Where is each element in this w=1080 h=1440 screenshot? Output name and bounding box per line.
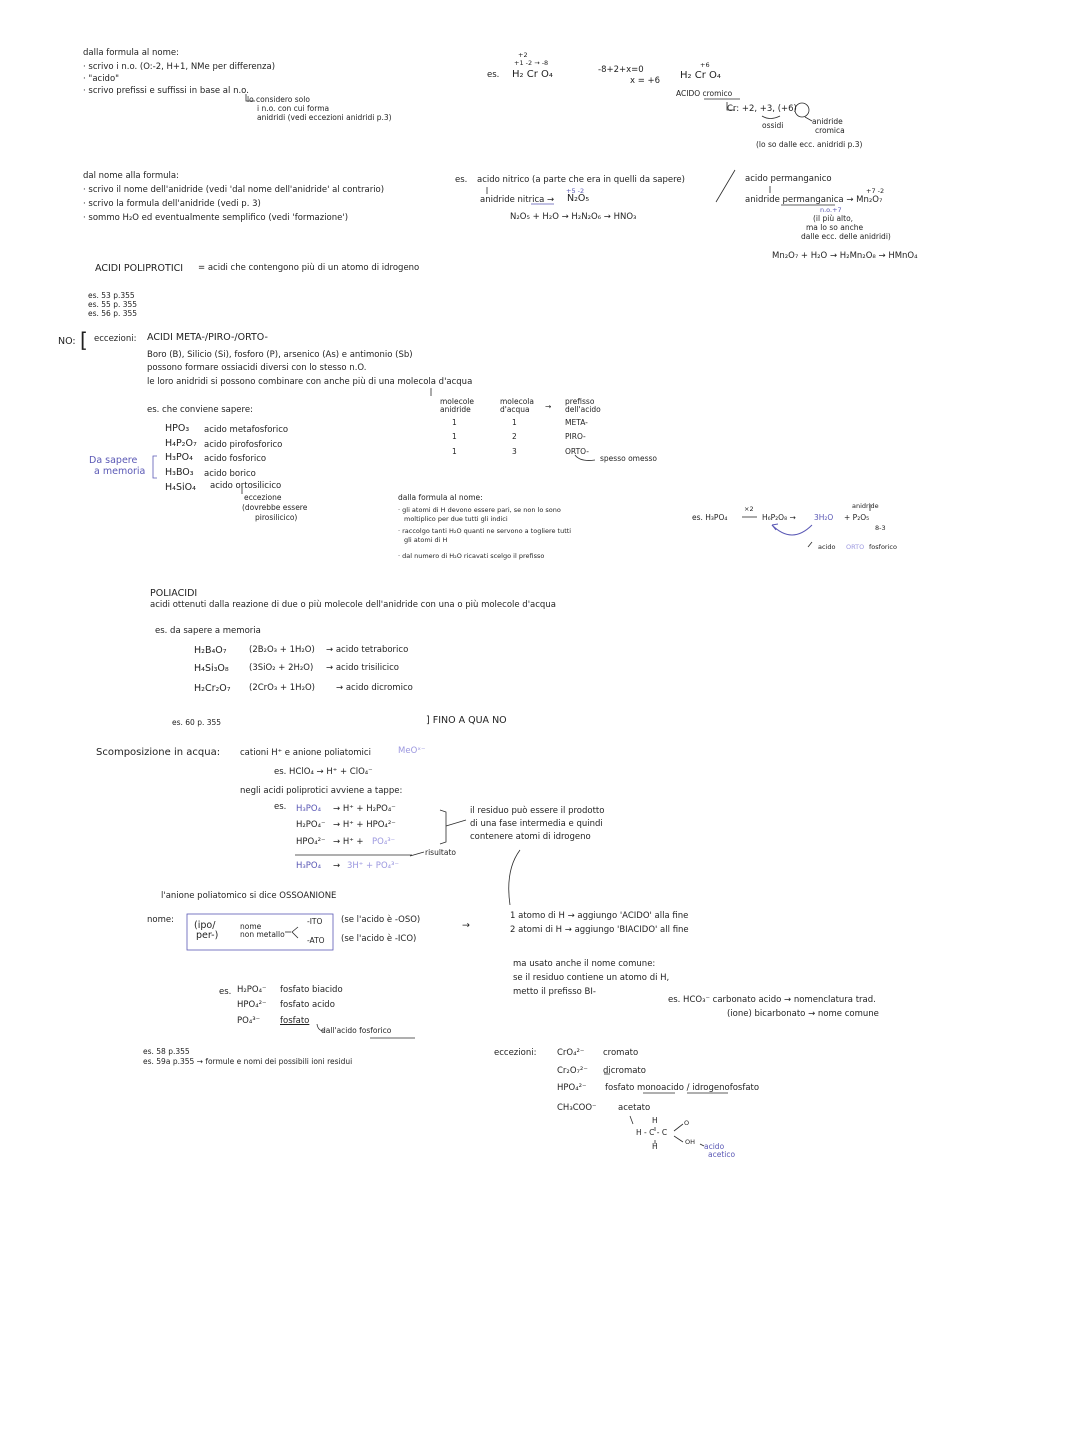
f2n-example-x2: ×2: [744, 505, 754, 513]
poliacidi-reaction-1: (2B₂O₃ + 1H₂O): [249, 645, 315, 655]
ecc2-formula-4: CH₃COO⁻: [557, 1103, 597, 1113]
ex3-sup: +7 -2: [866, 187, 885, 195]
f2n-example-name-2: ORTO: [846, 543, 865, 551]
section2-title: dal nome alla formula:: [83, 171, 179, 181]
f2n-line-1: · gli atomi di H devono essere pari, se non lo sono: [398, 506, 561, 514]
section1-title: dalla formula al nome:: [83, 48, 179, 58]
ex3-reaction: Mn₂O₇ + H₂O → H₂Mn₂O₈ → HMnO₄: [772, 251, 918, 261]
acid-name-3: acido fosforico: [204, 454, 267, 464]
memo-label-2: a memoria: [94, 466, 146, 477]
acid-formula-5: H₄SiO₄: [165, 482, 196, 493]
section1-bullet-1: · scrivo i n.o. (O:-2, H+1, NMe per differenza): [83, 62, 276, 72]
ossoanione-ex-name-2: fosfato acido: [280, 1000, 335, 1010]
acetate-structure-bottom: H: [652, 1142, 658, 1151]
ex2-anhydride-formula: N₂O₅: [567, 193, 590, 204]
table-header-1a: molecole: [440, 397, 475, 406]
acid-formula-3: H₃PO₄: [165, 452, 193, 463]
ex1-formula-2: H₂ Cr O₄: [680, 70, 721, 81]
table-cell: 1: [512, 418, 517, 427]
scomp-residue-2: di una fase intermedia e quindi: [470, 819, 603, 829]
scomp-step-2-acid: H₂PO₄⁻: [296, 820, 326, 830]
poliacidi-name-1: → acido tetraborico: [326, 645, 409, 655]
scomp-result-arrow: →: [333, 861, 341, 871]
table-header-3a: prefisso: [565, 397, 595, 406]
scomp-tappe: negli acidi poliprotici avviene a tappe:: [240, 786, 403, 796]
ecc2-name-2: dicromato: [603, 1066, 646, 1076]
acid-name-2: acido pirofosforico: [204, 440, 283, 450]
ossoanione-ipo: (ipo/: [194, 920, 216, 931]
table-cell: 3: [512, 447, 517, 456]
ossoanione-ex-name-1: fosfato biacido: [280, 985, 343, 995]
table-cell: 1: [452, 432, 457, 441]
ossoanione-ex-formula-3: PO₄³⁻: [237, 1016, 261, 1026]
f2n-line-1b: moltiplico per due tutti gli indici: [404, 515, 508, 523]
ossoanione-common-1: ma usato anche il nome comune:: [513, 959, 656, 969]
scomp-result-acid: H₃PO₄: [296, 861, 322, 871]
ex1-note: (lo so dalle ecc. anidridi p.3): [756, 140, 863, 149]
ossoanione-title: l'anione poliatomico si dice OSSOANIONE: [161, 891, 337, 901]
ossoanione-ex-formula-2: HPO₄²⁻: [237, 1000, 267, 1010]
section1-bullet-3: · scrivo prefissi e suffissi in base al n.o.: [83, 86, 249, 96]
poliacidi-formula-1: H₂B₄O₇: [194, 645, 227, 656]
ossoanione-arrow: →: [462, 920, 470, 931]
scomp-step-3-acid: HPO₄²⁻: [296, 837, 326, 847]
ex1-anhydride-1: anidride: [812, 117, 843, 126]
scomp-step-2-products: → H⁺ + HPO₄²⁻: [333, 820, 396, 830]
scomp-step-3-ion: PO₄³⁻: [372, 837, 396, 847]
section2-bullet-2: · scrivo la formula dell'anidride (vedi p. 3): [83, 199, 261, 209]
scomp-title: Scomposizione in acqua:: [96, 747, 221, 758]
table-cell: PIRO-: [565, 432, 586, 441]
poliacidi-name-2: → acido trisilicico: [326, 663, 399, 673]
section2-bullet-3: · sommo H₂O ed eventualmente semplifico (vedi 'formazione'): [83, 213, 349, 223]
scomp-step-1-acid: H₃PO₄: [296, 804, 322, 814]
acid-name-4: acido borico: [204, 469, 256, 479]
acetate-structure-oh: OH: [685, 1138, 696, 1146]
table-cell: 1: [452, 418, 457, 427]
section1-note-1: lo considero solo: [247, 95, 310, 104]
ex2-title: acido nitrico (a parte che era in quelli da sapere): [477, 175, 685, 185]
exception-note-1: eccezione: [244, 493, 282, 502]
eccezioni-no-label: NO:: [58, 336, 76, 347]
ecc2-name-3: fosfato monoacido / idrogenofosfato: [605, 1083, 760, 1093]
ex1-calc-2: x = +6: [630, 76, 661, 86]
poliprotici-title: ACIDI POLIPROTICI: [95, 263, 184, 274]
poliprotici-exercise-2: es. 55 p. 355: [88, 300, 138, 309]
eccezioni-bracket: [: [80, 328, 88, 352]
ossoanione-exercise-58: es. 58 p.355: [143, 1047, 190, 1056]
acid-name-5: acido ortosilicico: [210, 481, 282, 491]
scomp-es: es.: [274, 802, 287, 812]
table-cell: META-: [565, 418, 588, 427]
ex1-ox-states: Cr: +2, +3, (+6): [727, 104, 797, 114]
section1-note-3: anidridi (vedi eccezioni anidridi p.3): [257, 113, 392, 122]
acid-formula-1: HPO₃: [165, 423, 190, 434]
scomp-step-3-products: → H⁺ +: [333, 837, 364, 847]
ex2-sup: +5 -2: [566, 187, 585, 195]
table-header-2a: molecola: [500, 397, 534, 406]
ossoanione-common-3: metto il prefisso BI-: [513, 987, 596, 997]
poliacidi-exercise: es. 60 p. 355: [172, 718, 222, 727]
ex1-acid-name: ACIDO cromico: [676, 89, 733, 98]
ecc2-label: eccezioni:: [494, 1048, 537, 1058]
f2n-example-mid: H₆P₂O₈ →: [762, 513, 796, 522]
ex2-es: es.: [455, 175, 468, 185]
ossoanione-ico: (se l'acido è -ICO): [341, 934, 417, 944]
f2n-example-name-3: fosforico: [869, 543, 897, 551]
ecc2-formula-2: Cr₂O₇²⁻: [557, 1066, 588, 1076]
poliacidi-definition: acidi ottenuti dalla reazione di due o più molecole dell'anidride con una o più molecole d'acqua: [150, 600, 556, 610]
ex1-calc-1: -8+2+x=0: [598, 65, 644, 75]
scomp-result-label: risultato: [425, 848, 456, 857]
ex1-ox-label: ossidi: [762, 121, 784, 130]
eccezioni-title: ACIDI META-/PIRO-/ORTO-: [147, 332, 268, 343]
exception-note-3: pirosilicico): [255, 513, 298, 522]
acetate-structure-mid: H - C - C: [636, 1128, 668, 1137]
eccezioni-label: eccezioni:: [94, 334, 137, 344]
scomp-subtitle: cationi H⁺ e anione poliatomici: [240, 748, 371, 758]
ex3-no: n.o.+7: [820, 206, 842, 214]
eccezioni-line-3: le loro anidridi si possono combinare con anche più di una molecola d'acqua: [147, 377, 473, 387]
scomp-residue-3: contenere atomi di idrogeno: [470, 832, 591, 842]
ossoanione-exercise-59: es. 59a p.355 → formule e nomi dei possibili ioni residui: [143, 1057, 353, 1066]
table-header-1b: anidride: [440, 405, 471, 414]
eccezioni-line-1: Boro (B), Silicio (Si), fosforo (P), arsenico (As) e antimonio (Sb): [147, 350, 413, 360]
ossoanione-oso: (se l'acido è -OSO): [341, 915, 421, 925]
ex2-reaction: N₂O₅ + H₂O → H₂N₂O₆ → HNO₃: [510, 212, 637, 222]
ex3-note-1: (il più alto,: [813, 214, 854, 223]
ecc2-formula-3: HPO₄²⁻: [557, 1083, 587, 1093]
f2n-example-count: 8-3: [875, 524, 886, 532]
scomp-step-1-products: → H⁺ + H₂PO₄⁻: [333, 804, 396, 814]
poliacidi-reaction-2: (3SiO₂ + 2H₂O): [249, 663, 314, 673]
ex1-sup-2: +6: [700, 61, 710, 69]
table-cell: 1: [452, 447, 457, 456]
eccezioni-examples-title: es. che conviene sapere:: [147, 405, 253, 415]
section2-bullet-1: · scrivo il nome dell'anidride (vedi 'dal nome dell'anidride' al contrario): [83, 185, 385, 195]
ecc2-name-4: acetato: [618, 1103, 651, 1113]
section1-note-2: i n.o. con cui forma: [257, 104, 330, 113]
table-header-3b: dell'acido: [565, 405, 601, 414]
acetate-structure-top: H: [652, 1116, 658, 1125]
ex3-note-3: dalle ecc. delle anidridi): [801, 232, 891, 241]
ossoanione-from: dall'acido fosforico: [321, 1026, 392, 1035]
ossoanione-ato: -ATO: [307, 936, 325, 945]
acetate-structure-o: O: [684, 1119, 690, 1127]
ossoanione-per: per-): [196, 930, 219, 941]
exception-note-2: (dovrebbe essere: [242, 503, 308, 512]
poliacidi-formula-2: H₄Si₃O₈: [194, 663, 229, 674]
scomp-result-products: 3H⁺ + PO₄³⁻: [347, 861, 399, 871]
poliprotici-definition: = acidi che contengono più di un atomo di idrogeno: [198, 263, 420, 273]
ossoanione-ex-name-3: fosfato: [280, 1016, 310, 1026]
poliprotici-exercise-1: es. 53 p.355: [88, 291, 135, 300]
f2n-example-name-1: acido: [818, 543, 836, 551]
fino-a-qua-no: ] FINO A QUA NO: [426, 715, 507, 726]
memo-label-1: Da sapere: [89, 455, 138, 466]
ex1-sup: +1 -2 → -8: [514, 59, 549, 67]
acid-formula-4: H₃BO₃: [165, 467, 194, 478]
ossoanione-nm-1: nome: [240, 922, 262, 931]
ossoanione-ito: -ITO: [307, 917, 323, 926]
f2n-line-2: · raccolgo tanti H₂O quanti ne servono a togliere tutti: [398, 527, 572, 535]
ossoanione-hco3-common: (ione) bicarbonato → nome comune: [727, 1009, 879, 1019]
ossoanione-nome-label: nome:: [147, 915, 174, 925]
table-header-2b: d'acqua: [500, 405, 530, 414]
f2n-example-anhydride: + P₂O₅: [844, 513, 870, 522]
poliacidi-formula-3: H₂Cr₂O₇: [194, 683, 231, 694]
ossoanione-h-2: 2 atomi di H → aggiungo 'BIACIDO' all fine: [510, 925, 689, 935]
poliacidi-title: POLIACIDI: [150, 588, 198, 599]
poliacidi-reaction-3: (2CrO₃ + 1H₂O): [249, 683, 315, 693]
f2n-line-3: · dal numero di H₂O ricavati scelgo il prefisso: [398, 552, 545, 560]
ex1-formula: H₂ Cr O₄: [512, 69, 553, 80]
ex1-sup-top: +2: [518, 51, 528, 59]
acetic-acid-label-2: acetico: [708, 1150, 736, 1159]
f2n-example-anhydride-label: anidride: [852, 502, 879, 510]
ossoanione-ex-es: es.: [219, 987, 232, 997]
acetic-acid-label-1: acido: [704, 1142, 725, 1151]
table-omit-note: spesso omesso: [600, 454, 657, 463]
ecc2-formula-1: CrO₄²⁻: [557, 1048, 585, 1058]
section1-bullet-2: · "acido": [83, 74, 120, 84]
ossoanione-ex-formula-1: H₂PO₄⁻: [237, 985, 267, 995]
f2n-example-water: 3H₂O: [814, 513, 834, 522]
table-cell: 2: [512, 432, 517, 441]
f2n-example-es: es. H₃PO₄: [692, 513, 728, 522]
scomp-meo: MeOˣ⁻: [398, 746, 426, 756]
ossoanione-nm-2: non metallo: [240, 930, 285, 939]
ex1-anhydride-2: cromica: [815, 126, 845, 135]
ecc2-name-1: cromato: [603, 1048, 639, 1058]
scomp-residue-1: il residuo può essere il prodotto: [470, 806, 605, 816]
poliacidi-example-title: es. da sapere a memoria: [155, 626, 261, 636]
eccezioni-line-2: possono formare ossiacidi diversi con lo stesso n.O.: [147, 363, 367, 373]
acid-name-1: acido metafosforico: [204, 425, 289, 435]
ex3-title: acido permanganico: [745, 174, 832, 184]
ossoanione-hco3: es. HCO₃⁻ carbonato acido → nomenclatura trad.: [668, 995, 876, 1005]
ex2-anhydride: anidride nitrica →: [480, 195, 555, 205]
table-cell: ORTO-: [565, 447, 589, 456]
poliprotici-exercise-3: es. 56 p. 355: [88, 309, 138, 318]
ex1-es: es.: [487, 70, 500, 80]
ossoanione-common-2: se il residuo contiene un atomo di H,: [513, 973, 670, 983]
acid-formula-2: H₄P₂O₇: [165, 438, 197, 449]
table-arrow: →: [545, 402, 552, 411]
scomp-example: es. HClO₄ → H⁺ + ClO₄⁻: [274, 767, 373, 777]
ossoanione-h-1: 1 atomo di H → aggiungo 'ACIDO' alla fine: [510, 911, 689, 921]
poliacidi-name-3: → acido dicromico: [336, 683, 413, 693]
f2n-line-2b: gli atomi di H: [404, 536, 448, 544]
f2n-title: dalla formula al nome:: [398, 493, 483, 502]
ex3-anhydride: anidride permanganica → Mn₂O₇: [745, 195, 883, 205]
ex3-note-2: ma lo so anche: [806, 223, 864, 232]
